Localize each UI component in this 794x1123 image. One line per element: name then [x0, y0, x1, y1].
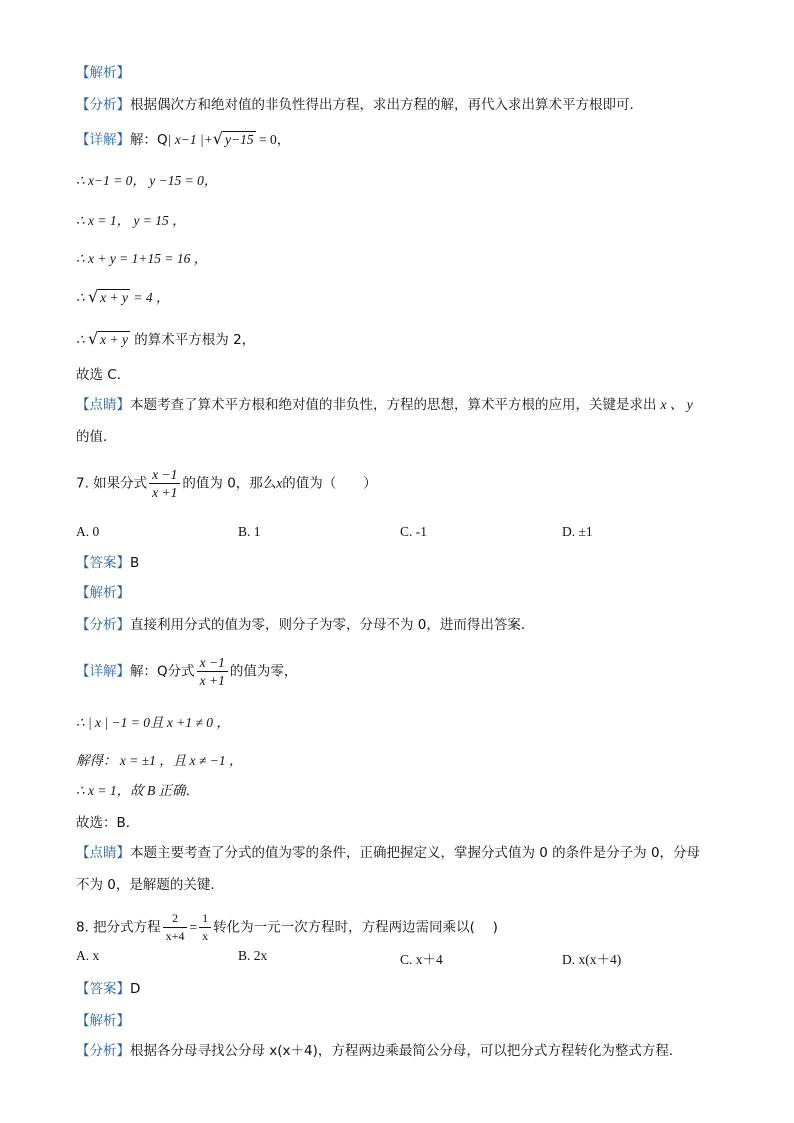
analysis-text: 根据各分母寻找公分母 x(x＋4)，方程两边乘最简公分母，可以把分式方程转化为整式方程． — [130, 1043, 683, 1059]
comment-vars: x 、 y — [660, 397, 693, 412]
sqrt-icon: √ — [212, 129, 223, 148]
frac-denominator: x — [202, 929, 209, 943]
question-8-stem — [76, 910, 498, 945]
equals-zero: = 0， — [255, 132, 291, 147]
analysis-tag: 【分析】 — [76, 97, 130, 113]
q7-option-d: D. ±1 — [562, 524, 593, 539]
result-text: 的算术平方根为 2， — [130, 332, 256, 348]
q7-jiexi-heading: 【解析】 — [76, 585, 130, 601]
radicand: y−15 — [224, 132, 254, 147]
q7-detail-line-1 — [76, 654, 297, 689]
q7-fraction — [149, 466, 180, 501]
q8-prefix: 8. 把分式方程 — [76, 919, 161, 936]
result: = 4 ， — [130, 290, 170, 305]
q7-option-c: C. -1 — [400, 524, 427, 539]
comment-tag: 【点睛】 — [76, 397, 130, 413]
q8-option-a: A. x — [76, 948, 100, 963]
therefore-symbol: ∴ — [76, 290, 88, 305]
frac-numerator: 2 — [163, 910, 188, 928]
frac-denominator: x+4 — [165, 929, 185, 943]
sqrt-icon: √ — [87, 287, 99, 306]
frac-numerator: 1 — [199, 910, 211, 928]
answer-tag: 【答案】 — [76, 981, 130, 997]
q7-option-b: B. 1 — [238, 524, 261, 539]
detail-line-6 — [76, 330, 255, 349]
answer-tag: 【答案】 — [76, 555, 130, 571]
q7-frac-numerator: x −1 — [149, 466, 180, 484]
q8-fraction-right — [199, 910, 211, 945]
analysis-tag: 【分析】 — [76, 617, 130, 633]
q8-suffix: 转化为一元一次方程时，方程两边需同乘以( ) — [213, 919, 498, 936]
comment-line-2: 的值． — [76, 429, 117, 445]
q7-prefix: 7. 如果分式 — [76, 475, 148, 492]
analysis-text: 直接利用分式的值为零，则分子为零，分母不为 0，进而得出答案． — [130, 617, 535, 633]
question-7-stem — [76, 466, 377, 501]
q7-frac-denominator: x +1 — [152, 485, 178, 500]
radicand: x + y — [100, 332, 129, 347]
q8-option-b: B. 2x — [238, 948, 268, 963]
q8-analysis-line — [76, 1042, 682, 1060]
q7-choice-line: 故选：B． — [76, 815, 140, 831]
therefore-symbol: ∴ — [76, 332, 88, 347]
comment-text: 本题主要考查了分式的值为零的条件，正确把握定义，掌握分式值为 0 的条件是分子为 0，分母 — [130, 845, 701, 861]
sqrt-icon: √ — [87, 329, 99, 348]
q7-comment-line-1 — [76, 844, 700, 862]
detail-suffix: 的值为零， — [229, 663, 298, 680]
analysis-text: 根据偶次方和绝对值的非负性得出方程，求出方程的解，再代入求出算术平方根即可． — [130, 97, 643, 113]
q7-option-a: A. 0 — [76, 524, 100, 539]
answer-value: D — [130, 981, 141, 997]
detail-line-1 — [76, 130, 290, 149]
analysis-tag: 【分析】 — [76, 1043, 130, 1059]
answer-value: B — [130, 555, 140, 571]
detail-line-2: ∴ x−1 = 0， y −15 = 0， — [76, 173, 218, 188]
detail-tag: 【详解】 — [76, 132, 130, 148]
jiexi-heading: 【解析】 — [76, 65, 130, 81]
detail-tag: 【详解】 — [76, 663, 130, 680]
abs-expression: | x−1 |+ — [167, 132, 213, 147]
q7-analysis-line — [76, 616, 534, 634]
q7-suffix: 的值为（ ） — [282, 475, 377, 492]
choice-line: 故选 C． — [76, 367, 131, 383]
q7-comment-line-2: 不为 0，是解题的关键． — [76, 877, 224, 893]
detail-intro: 解：Q分式 — [130, 663, 195, 680]
comment-tag: 【点睛】 — [76, 845, 130, 861]
q8-answer-line — [76, 980, 140, 998]
detail-line-3: ∴ x = 1， y = 15 ， — [76, 213, 186, 228]
detail-line-4: ∴ x + y = 1+15 = 16 ， — [76, 251, 208, 266]
q7-middle: 的值为 0，那么 — [182, 475, 277, 492]
frac-numerator: x −1 — [197, 654, 228, 672]
comment-line-1 — [76, 396, 693, 414]
analysis-line — [76, 96, 643, 114]
q7-detail-fraction — [197, 654, 228, 689]
equals-sign: = — [189, 919, 198, 935]
q8-fraction-left — [163, 910, 188, 945]
q7-detail-line-2: ∴ | x | −1 = 0且 x +1 ≠ 0 ， — [76, 715, 230, 730]
detail-intro: 解：Q — [130, 132, 168, 148]
q7-answer-line — [76, 554, 139, 572]
q8-jiexi-heading: 【解析】 — [76, 1013, 130, 1029]
comment-text: 本题考查了算术平方根和绝对值的非负性，方程的思想，算术平方根的应用，关键是求出 — [130, 397, 657, 413]
frac-denominator: x +1 — [199, 673, 225, 688]
q8-option-c: C. x＋4 — [400, 952, 443, 967]
q7-detail-line-3: 解得： x = ±1 ，且 x ≠ −1 ， — [76, 753, 243, 768]
radicand: x + y — [100, 290, 129, 305]
q7-var: x — [276, 475, 283, 491]
q8-option-d: D. x(x＋4) — [562, 952, 622, 967]
q7-detail-line-4: ∴ x = 1，故 B 正确． — [76, 783, 200, 798]
detail-line-5 — [76, 288, 170, 307]
